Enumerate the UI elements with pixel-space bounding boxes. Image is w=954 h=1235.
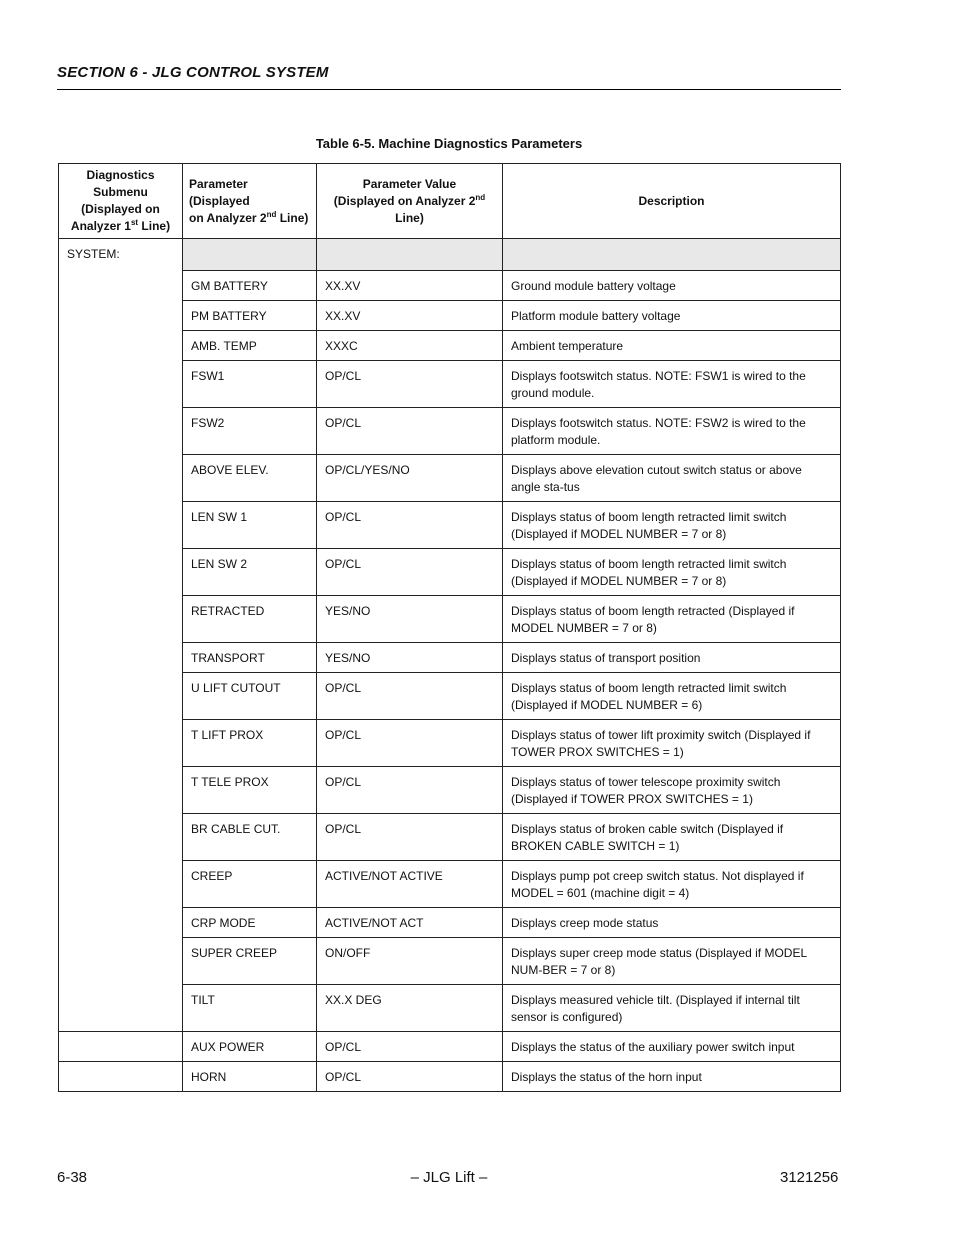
parameter-value-cell: OP/CL	[317, 1062, 503, 1092]
table-row	[59, 985, 841, 1032]
parameter-cell: ABOVE ELEV.	[183, 455, 317, 502]
submenu-cell	[59, 301, 183, 331]
parameter-value-cell: OP/CL	[317, 673, 503, 720]
description-cell: Displays creep mode status	[503, 908, 841, 938]
table-row	[59, 643, 841, 673]
parameter-cell: U LIFT CUTOUT	[183, 673, 317, 720]
table-row	[59, 549, 841, 596]
parameter-cell: TILT	[183, 985, 317, 1032]
submenu-cell	[59, 861, 183, 908]
table-row	[59, 596, 841, 643]
parameter-cell: SUPER CREEP	[183, 938, 317, 985]
table-header-row	[59, 164, 841, 239]
parameter-cell: CREEP	[183, 861, 317, 908]
description-cell: Displays footswitch status. NOTE: FSW1 is wired to the ground module.	[503, 361, 841, 408]
description-cell: Displays above elevation cutout switch status or above angle sta-tus	[503, 455, 841, 502]
description-cell: Displays status of boom length retracted limit switch (Displayed if MODEL NUMBER = 6)	[503, 673, 841, 720]
table-row	[59, 908, 841, 938]
table-row	[59, 767, 841, 814]
shaded-cell	[317, 239, 503, 271]
submenu-cell	[59, 455, 183, 502]
description-cell: Displays status of boom length retracted (Displayed if MODEL NUMBER = 7 or 8)	[503, 596, 841, 643]
table-title: Table 6-5. Machine Diagnostics Parameters	[315, 136, 583, 151]
parameter-cell: PM BATTERY	[183, 301, 317, 331]
submenu-cell	[59, 643, 183, 673]
table-row	[59, 720, 841, 767]
parameter-cell: AUX POWER	[183, 1032, 317, 1062]
table-row	[59, 455, 841, 502]
parameter-value-cell: OP/CL	[317, 408, 503, 455]
parameter-cell: AMB. TEMP	[183, 331, 317, 361]
header-parameter: Parameter (Displayed on Analyzer 2nd Line)	[183, 164, 317, 239]
parameter-cell: TRANSPORT	[183, 643, 317, 673]
parameter-value-cell: ON/OFF	[317, 938, 503, 985]
description-cell: Displays the status of the horn input	[503, 1062, 841, 1092]
submenu-cell	[59, 1032, 183, 1062]
parameter-cell: BR CABLE CUT.	[183, 814, 317, 861]
description-cell: Displays pump pot creep switch status. Not displayed if MODEL = 601 (machine digit = 4)	[503, 861, 841, 908]
parameter-cell: RETRACTED	[183, 596, 317, 643]
submenu-cell	[59, 985, 183, 1032]
description-cell: Displays status of boom length retracted limit switch (Displayed if MODEL NUMBER = 7 or 8)	[503, 502, 841, 549]
parameter-value-cell: YES/NO	[317, 643, 503, 673]
table-row	[59, 1062, 841, 1092]
parameter-value-cell: XX.XV	[317, 301, 503, 331]
section-title: SECTION 6 - JLG CONTROL SYSTEM	[57, 64, 329, 81]
submenu-cell	[59, 361, 183, 408]
header-rule	[57, 89, 841, 90]
submenu-cell	[59, 331, 183, 361]
parameter-cell: FSW1	[183, 361, 317, 408]
submenu-cell	[59, 908, 183, 938]
table-row	[59, 1032, 841, 1062]
submenu-cell	[59, 271, 183, 301]
header-diagnostics-submenu: Diagnostics Submenu (Displayed on Analyzer 1st Line)	[59, 164, 183, 239]
submenu-cell: SYSTEM:	[59, 239, 183, 271]
submenu-cell	[59, 673, 183, 720]
parameter-cell: T LIFT PROX	[183, 720, 317, 767]
parameter-value-cell: ACTIVE/NOT ACT	[317, 908, 503, 938]
document-number: 3121256	[780, 1169, 839, 1186]
parameter-value-cell: XX.X DEG	[317, 985, 503, 1032]
parameter-cell: LEN SW 2	[183, 549, 317, 596]
submenu-cell	[59, 502, 183, 549]
header-description: Description	[503, 164, 841, 239]
parameter-value-cell: OP/CL	[317, 767, 503, 814]
parameter-cell: CRP MODE	[183, 908, 317, 938]
table-row	[59, 814, 841, 861]
parameter-value-cell: OP/CL	[317, 361, 503, 408]
description-cell: Displays status of tower lift proximity switch (Displayed if TOWER PROX SWITCHES = 1)	[503, 720, 841, 767]
footer-publisher: – JLG Lift –	[410, 1169, 488, 1186]
table-row	[59, 861, 841, 908]
page-number: 6-38	[57, 1169, 88, 1186]
description-cell: Displays status of transport position	[503, 643, 841, 673]
description-cell: Platform module battery voltage	[503, 301, 841, 331]
parameter-cell: FSW2	[183, 408, 317, 455]
parameter-value-cell: OP/CL	[317, 549, 503, 596]
submenu-cell	[59, 549, 183, 596]
submenu-cell	[59, 814, 183, 861]
diagnostics-table	[58, 163, 841, 1092]
description-cell: Displays super creep mode status (Displayed if MODEL NUM-BER = 7 or 8)	[503, 938, 841, 985]
table-row	[59, 361, 841, 408]
table-row	[59, 938, 841, 985]
table-row	[59, 271, 841, 301]
shaded-cell	[503, 239, 841, 271]
parameter-value-cell: XX.XV	[317, 271, 503, 301]
parameter-value-cell: OP/CL	[317, 502, 503, 549]
description-cell: Displays status of tower telescope proximity switch (Displayed if TOWER PROX SWITCHES = 1)	[503, 767, 841, 814]
shaded-cell	[183, 239, 317, 271]
parameter-cell: HORN	[183, 1062, 317, 1092]
table-row	[59, 331, 841, 361]
parameter-cell: GM BATTERY	[183, 271, 317, 301]
submenu-cell	[59, 1062, 183, 1092]
parameter-value-cell: XXXC	[317, 331, 503, 361]
parameter-value-cell: OP/CL	[317, 720, 503, 767]
submenu-cell	[59, 596, 183, 643]
description-cell: Displays status of boom length retracted limit switch (Displayed if MODEL NUMBER = 7 or 8)	[503, 549, 841, 596]
description-cell: Ambient temperature	[503, 331, 841, 361]
description-cell: Displays measured vehicle tilt. (Displayed if internal tilt sensor is configured)	[503, 985, 841, 1032]
submenu-cell	[59, 938, 183, 985]
submenu-cell	[59, 720, 183, 767]
table-row-system	[59, 239, 841, 271]
description-cell: Ground module battery voltage	[503, 271, 841, 301]
parameter-value-cell: OP/CL	[317, 1032, 503, 1062]
submenu-cell	[59, 767, 183, 814]
description-cell: Displays footswitch status. NOTE: FSW2 is wired to the platform module.	[503, 408, 841, 455]
parameter-cell: LEN SW 1	[183, 502, 317, 549]
table-row	[59, 673, 841, 720]
parameter-value-cell: OP/CL	[317, 814, 503, 861]
table-row	[59, 502, 841, 549]
description-cell: Displays the status of the auxiliary power switch input	[503, 1032, 841, 1062]
parameter-cell: T TELE PROX	[183, 767, 317, 814]
parameter-value-cell: YES/NO	[317, 596, 503, 643]
table-row	[59, 408, 841, 455]
parameter-value-cell: ACTIVE/NOT ACTIVE	[317, 861, 503, 908]
submenu-cell	[59, 408, 183, 455]
parameter-value-cell: OP/CL/YES/NO	[317, 455, 503, 502]
description-cell: Displays status of broken cable switch (Displayed if BROKEN CABLE SWITCH = 1)	[503, 814, 841, 861]
table-row	[59, 301, 841, 331]
header-parameter-value: Parameter Value (Displayed on Analyzer 2nd Line)	[317, 164, 503, 239]
